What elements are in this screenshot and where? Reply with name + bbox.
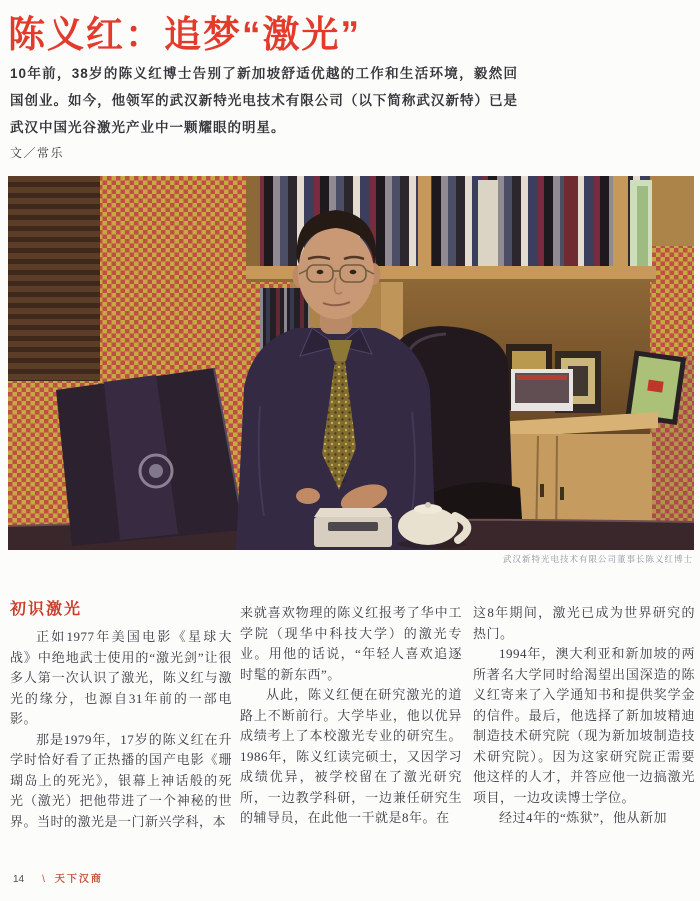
page-number: 14 <box>13 874 25 885</box>
article-column-1 <box>10 627 232 832</box>
page-footer <box>13 870 103 885</box>
article-paragraph: 这8年期间，激光已成为世界研究的热门。 <box>473 605 695 641</box>
article-paragraph: 1994年，澳大利亚和新加坡的两所著名大学同时给渴望出国深造的陈义红寄来了入学通知书和提供奖学金的信件。最后，他选择了新加坡精迪制造技术研究院（现为新加坡制造技术研究院）。因为这家研究院正需要他这样的人才，并答应他一边搞激光项目，一边攻读博士学位。 <box>473 646 695 805</box>
chairman-photo-art <box>8 176 694 550</box>
section-heading: 初识激光 <box>10 601 83 618</box>
photo-caption: 武汉新特光电技术有限公司董事长陈义红博士 <box>502 554 693 564</box>
article-column-2 <box>240 603 462 829</box>
intro-paragraph: 10年前，38岁的陈义红博士告别了新加坡舒适优越的工作和生活环境，毅然回国创业。如今，他领军的武汉新特光电技术有限公司（以下简称武汉新特）已是武汉中国光谷激光产业中一颗耀眼的明星。 <box>10 66 518 135</box>
footer-separator: \ <box>42 874 45 885</box>
article-paragraph: 那是1979年，17岁的陈义红在升学时恰好看了正热播的国产电影《珊瑚岛上的死光》，银幕上神话般的死光（激光）把他带进了一个神秘的世界。当时的激光是一门新兴学科，本 <box>10 731 232 829</box>
article-paragraph: 正如1977年美国电影《星球大战》中绝地武士使用的“激光剑”让很多人第一次认识了激光，陈义红与激光的缘分，也源自31年前的一部电影。 <box>10 629 232 726</box>
byline: 文／常乐 <box>10 146 65 160</box>
article-column-3 <box>473 603 695 829</box>
page-title: 陈义红：追梦“激光” <box>8 14 361 55</box>
article-paragraph: 来就喜欢物理的陈义红报考了华中工学院（现华中科技大学）的激光专业。用他的话说，“年轻人喜欢追逐时髦的新东西”。 <box>240 605 462 682</box>
article-paragraph: 经过4年的“炼狱”，他从新加 <box>499 810 668 825</box>
magazine-name: 天下汉商 <box>54 874 103 885</box>
article-paragraph: 从此，陈义红便在研究激光的道路上不断前行。大学毕业，他以优异成绩考上了本校激光专业的研究生。1986年，陈义红读完硕士，又因学习成绩优异，被学校留在了激光研究所，一边教学科研，一边兼任研究生的辅导员，在此他一干就是8年。在 <box>240 687 462 825</box>
chairman-photo <box>8 176 694 550</box>
